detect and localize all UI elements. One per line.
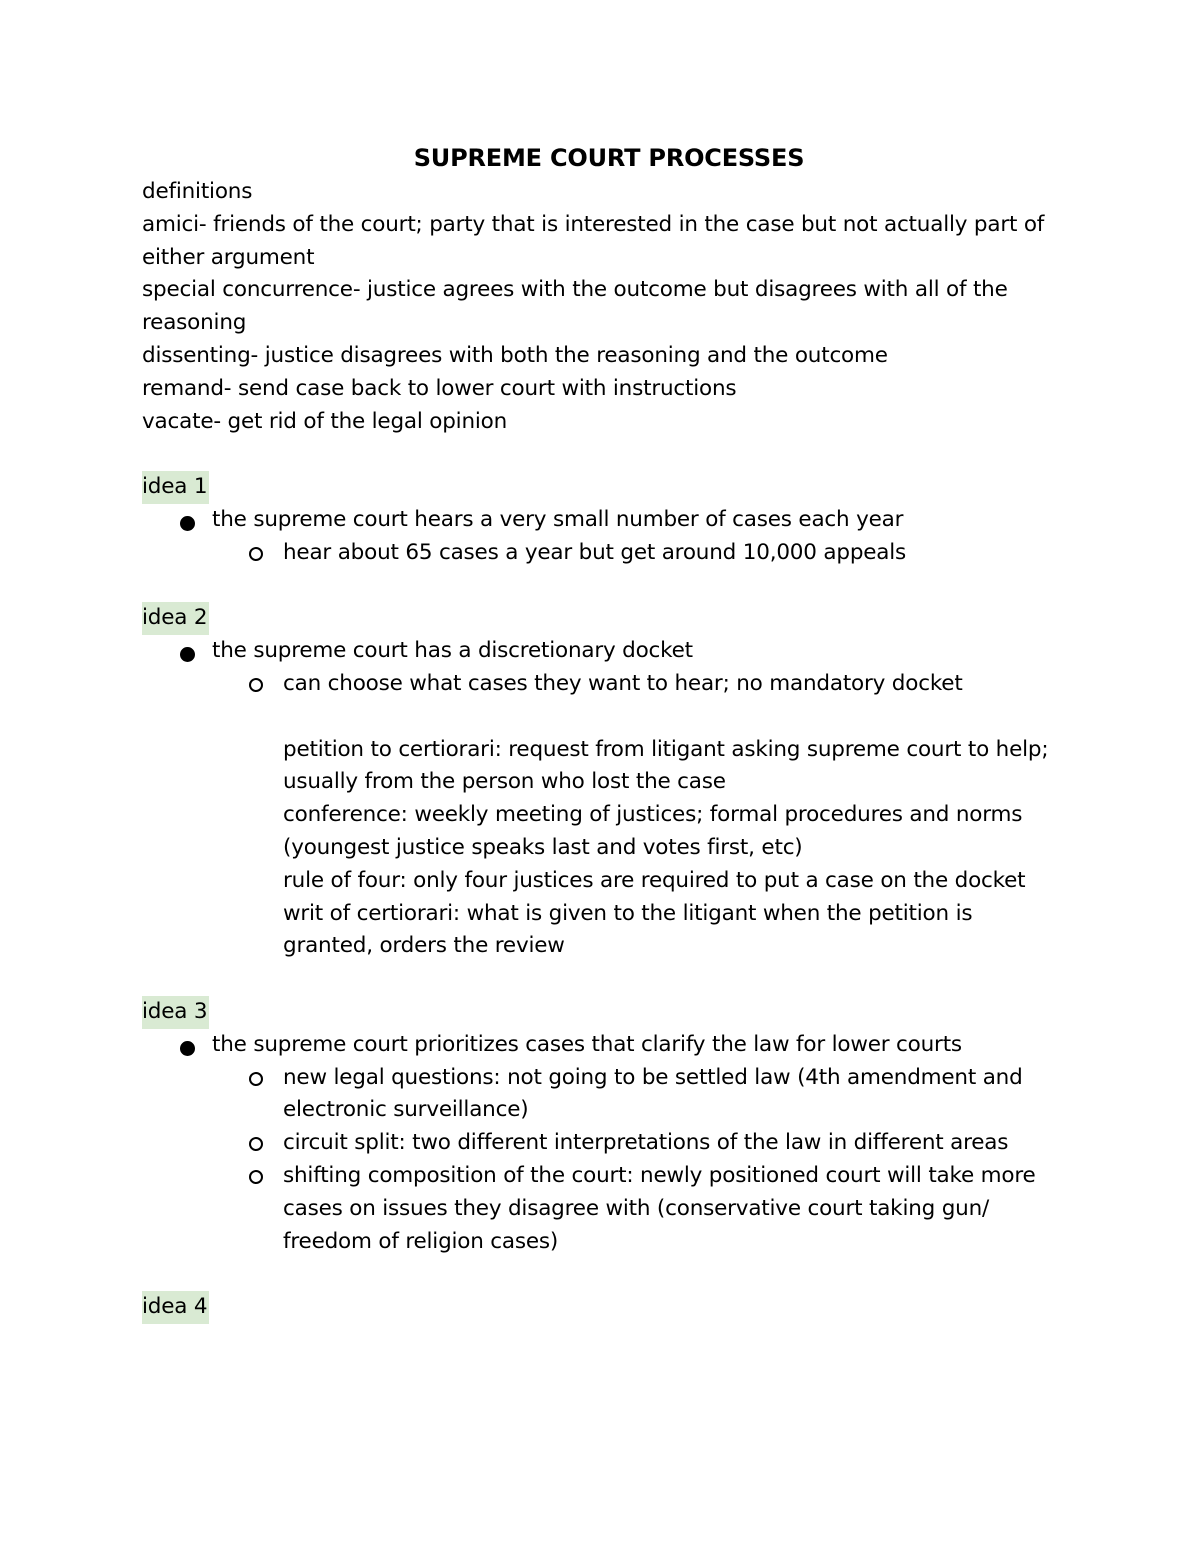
- idea-heading-label: idea 1: [142, 471, 209, 504]
- idea-heading-label: idea 4: [142, 1291, 209, 1324]
- bullet-item: the supreme court has a discretionary docket: [142, 635, 1072, 668]
- spacer: [142, 701, 1072, 734]
- idea-heading-2: [142, 602, 1072, 635]
- idea-heading-label: idea 3: [142, 996, 209, 1029]
- definition-item: special concurrence- justice agrees with the outcome but disagrees with all of the reasoning: [142, 277, 1008, 336]
- idea-heading-1: [142, 471, 1072, 504]
- definition-item: vacate- get rid of the legal opinion: [142, 408, 508, 434]
- sub-bullet-item: new legal questions: not going to be settled law (4th amendment and electronic surveillance): [142, 1062, 1072, 1128]
- sub-bullet-item: hear about 65 cases a year but get around 10,000 appeals: [142, 537, 1072, 570]
- idea-heading-label: idea 2: [142, 602, 209, 635]
- page-title: SUPREME COURT PROCESSES: [413, 144, 805, 172]
- sub-bullet-item: shifting composition of the court: newly positioned court will take more cases on issues they disagree with (conservative court taking gun/ freedom of religion cases): [142, 1160, 1072, 1258]
- sub-bullet-item: circuit split: two different interpretations of the law in different areas: [142, 1127, 1072, 1160]
- definition-item: remand- send case back to lower court with instructions: [142, 375, 737, 401]
- spacer: [142, 438, 1072, 471]
- bullet-item: the supreme court prioritizes cases that clarify the law for lower courts: [142, 1029, 1072, 1062]
- note-item: writ of certiorari: what is given to the litigant when the petition is granted, orders the review: [283, 900, 973, 959]
- definition-item: amici- friends of the court; party that is interested in the case but not actually part of either argument: [142, 211, 1045, 270]
- definitions-heading: definitions: [142, 179, 253, 204]
- idea-heading-4: [142, 1291, 1072, 1324]
- note-item: conference: weekly meeting of justices; formal procedures and norms (youngest justice speaks last and votes first, etc): [283, 802, 1023, 860]
- spacer: [142, 570, 1072, 603]
- document-content: [142, 140, 1072, 1324]
- definition-item: dissenting- justice disagrees with both the reasoning and the outcome: [142, 342, 888, 368]
- note-item: petition to certiorari: request from litigant asking supreme court to help; usually from the person who lost the case: [283, 736, 1049, 795]
- note-item: rule of four: only four justices are required to put a case on the docket: [283, 867, 1026, 893]
- idea-heading-3: [142, 996, 1072, 1029]
- sub-bullet-item: can choose what cases they want to hear; no mandatory docket: [142, 668, 1072, 701]
- spacer: [142, 963, 1072, 996]
- bullet-item: the supreme court hears a very small number of cases each year: [142, 504, 1072, 537]
- spacer: [142, 1258, 1072, 1291]
